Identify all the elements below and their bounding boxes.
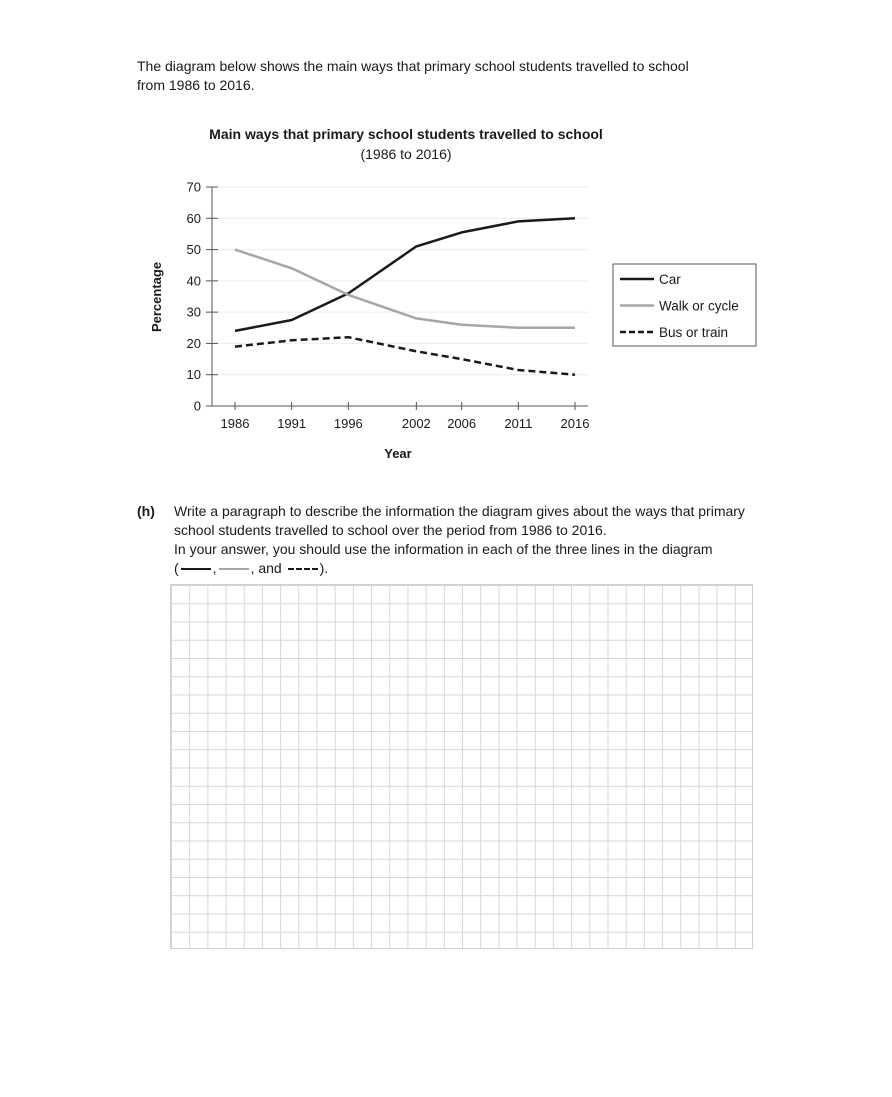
y-tick-label: 20 xyxy=(186,335,201,351)
y-tick-label: 10 xyxy=(186,367,201,383)
x-tick-label: 2006 xyxy=(447,416,477,431)
x-tick-label: 2016 xyxy=(560,416,590,431)
x-tick-label: 1991 xyxy=(277,416,307,431)
x-tick-labels xyxy=(221,416,590,431)
and-text: , and xyxy=(250,560,282,576)
walk-line-sample-icon xyxy=(219,568,249,570)
question-line-2: school students travelled to school over the period from 1986 to 2016. xyxy=(174,522,607,538)
y-tick-label: 70 xyxy=(186,179,201,195)
open-paren: ( xyxy=(174,560,179,576)
legend-label: Walk or cycle xyxy=(659,298,739,314)
chart-series xyxy=(235,218,575,374)
chart-title: Main ways that primary school students travelled to school xyxy=(209,126,603,142)
answer-grid[interactable] xyxy=(170,584,753,949)
x-tick-label: 2002 xyxy=(401,416,431,431)
y-tick-label: 50 xyxy=(186,242,201,258)
legend-label: Car xyxy=(659,272,681,287)
x-tick-label: 2011 xyxy=(504,416,533,431)
series-line-2 xyxy=(235,337,575,375)
series-line-1 xyxy=(235,250,575,328)
close-text: ). xyxy=(319,560,329,576)
x-tick-label: 1996 xyxy=(333,416,363,431)
y-tick-label: 0 xyxy=(193,398,201,414)
question-line-3: In your answer, you should use the information in each of the three lines in the diagram xyxy=(174,541,713,557)
y-tick-label: 30 xyxy=(186,304,201,320)
line-chart xyxy=(0,0,892,480)
chart-gridlines xyxy=(212,187,588,375)
intro-line-1: The diagram below shows the main ways that primary school students travelled to school xyxy=(137,58,689,74)
x-tick-label: 1986 xyxy=(220,416,250,431)
intro-line-2: from 1986 to 2016. xyxy=(137,77,255,93)
question-line-4 xyxy=(174,559,777,578)
comma-text: , xyxy=(212,560,217,576)
bus-line-sample-icon xyxy=(288,568,318,570)
question-number: (h) xyxy=(137,503,155,519)
chart-subtitle: (1986 to 2016) xyxy=(360,146,452,162)
question-line-1: Write a paragraph to describe the information the diagram gives about the ways that primary xyxy=(174,503,745,519)
y-axis-label: Percentage xyxy=(149,261,164,333)
chart-legend xyxy=(613,264,756,346)
question-h xyxy=(137,502,777,578)
legend-label: Bus or train xyxy=(659,325,729,340)
car-line-sample-icon xyxy=(181,568,211,570)
y-tick-label: 60 xyxy=(186,210,201,226)
x-axis-label: Year xyxy=(384,446,412,461)
y-tick-labels xyxy=(187,180,201,414)
y-tick-label: 40 xyxy=(186,273,201,289)
